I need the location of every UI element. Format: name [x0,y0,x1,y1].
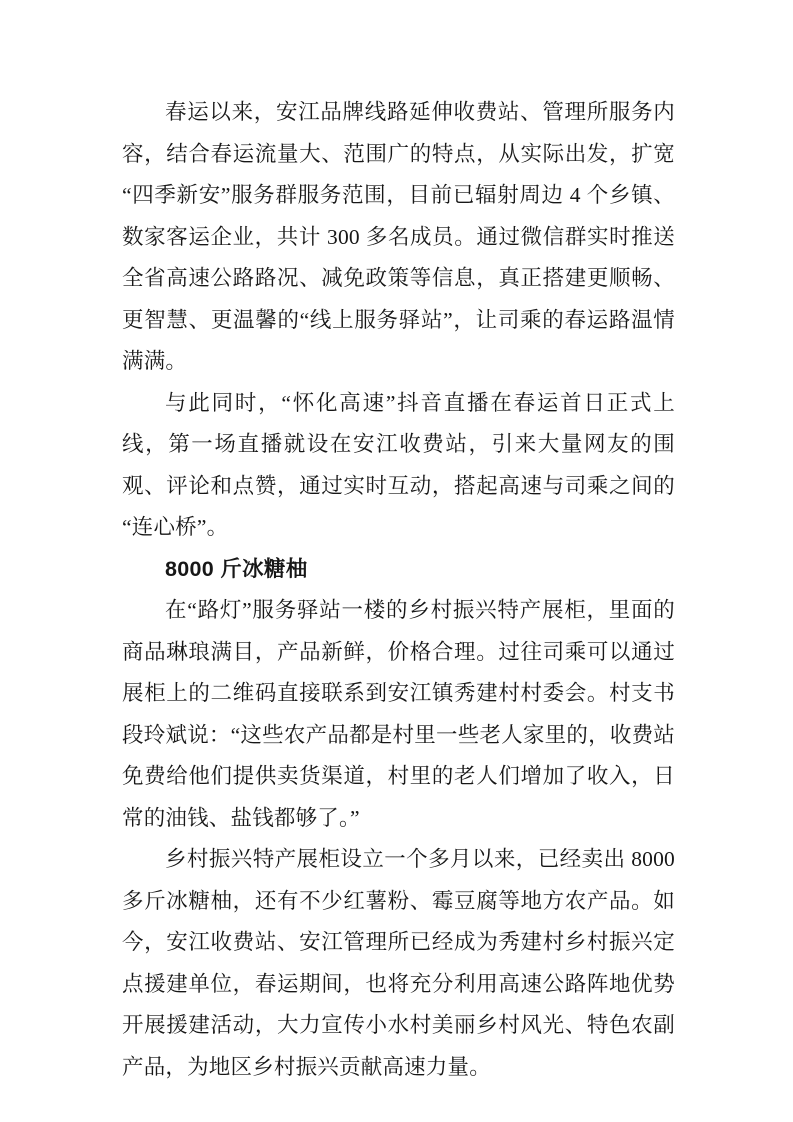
paragraph-2: 与此同时，“怀化高速”抖音直播在春运首日正式上线，第一场直播就设在安江收费站，引来大量网友的围观、评论和点赞，通过实时互动，搭起高速与司乘之间的“连心桥”。 [122,390,675,539]
paragraph-1: 春运以来，安江品牌线路延伸收费站、管理所服务内容，结合春运流量大、范围广的特点，从实际出发，扩宽“四季新安”服务群服务范围，目前已辐射周边 4 个乡镇、数家客运企业，共计 300 多名成员。通过微信群实时推送全省高速公路路况、减免政策等信息，真正搭建更顺畅、更智慧、更温馨的“线上服务驿站”，让司乘的春运路温情满满。 [122,100,675,373]
paragraph-4: 乡村振兴特产展柜设立一个多月以来，已经卖出 8000 多斤冰糖柚，还有不少红薯粉、霉豆腐等地方农产品。如今，安江收费站、安江管理所已经成为秀建村乡村振兴定点援建单位，春运期间，也将充分利用高速公路阵地优势开展援建活动，大力宣传小水村美丽乡村风光、特色农副产品，为地区乡村振兴贡献高速力量。 [122,847,675,1079]
subheading-1: 8000 斤冰糖柚 [165,556,308,581]
document-body [122,92,675,1088]
paragraph-3: 在“路灯”服务驿站一楼的乡村振兴特产展柜，里面的商品琳琅满目，产品新鲜，价格合理。过往司乘可以通过展柜上的二维码直接联系到安江镇秀建村村委会。村支书段玲斌说：“这些农产品都是村里一些老人家里的，收费站免费给他们提供卖货渠道，村里的老人们增加了收入，日常的油钱、盐钱都够了。” [122,598,675,830]
